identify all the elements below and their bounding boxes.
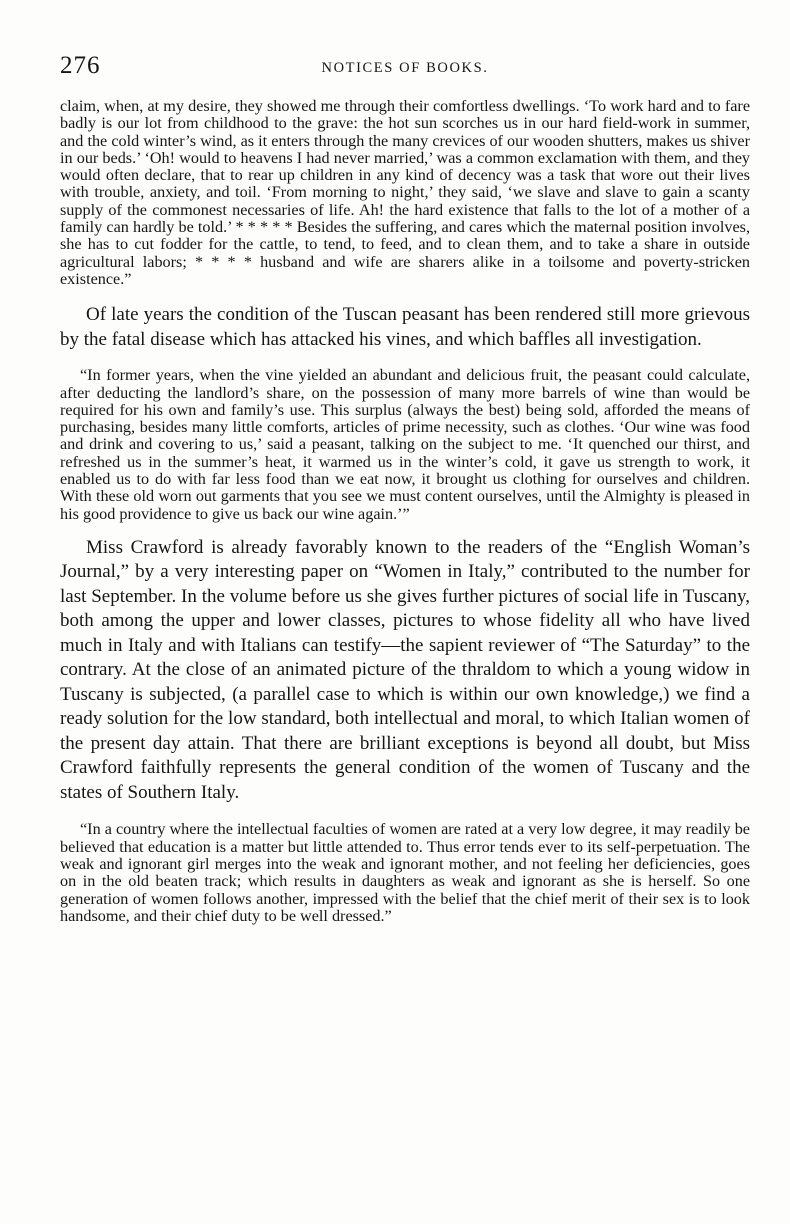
paragraph-vine-disease: Of late years the condition of the Tuscan peasant has been rendered still more grievous by the fatal disease which has attacked his vines, and which baffles all investigation. [60,304,750,350]
running-title: NOTICES OF BOOKS. [321,60,489,76]
quote-women-education: “In a country where the intellectual faculties of women are rated at a very low degree, it may readily be believed that education is a matter but little attended to. Thus error tends ever to its self-perpetuation. The weak and ignorant girl merges into the weak and ignorant mother, and not feeling her deficiencies, goes on in the old beaten track; which results in daughters as weak and ignorant as she is herself. So one generation of women follows another, impressed with the belief that the chief merit of their sex is to look handsome, and their chief duty to be well dressed.” [60,820,750,925]
quote-peasant-dwellings: claim, when, at my desire, they showed me through their comfortless dwellings. ‘To work hard and to fare badly is our lot from childhood to the grave: the hot sun scorches us in our hard field-work in summer, and the cold winter’s wind, as it enters through the many crevices of our wooden shutters, makes us shiver in our beds.’ ‘Oh! would to heavens I had never married,’ was a common exclamation with them, and they would often declare, that to rear up children in any kind of decency was a task that wore out their lives with trouble, anxiety, and toil. ‘From morning to night,’ they said, ‘we slave and slave to gain a scanty supply of the commonest necessaries of life. Ah! the hard existence that falls to the lot of a mother of a family can hardly be told.’ * * * * * Besides the suffering, and cares which the maternal position involves, she has to cut fodder for the cattle, to tend, to feed, and to clean them, and to take a share in outside agricultural labors; * * * * husband and wife are sharers alike in a toilsome and poverty-stricken existence.” [60,97,750,288]
page-number: 276 [60,52,101,79]
book-page [60,52,750,925]
paragraph-miss-crawford: Miss Crawford is already favorably known to the readers of the “English Woman’s Journal,” by a very interesting paper on “Women in Italy,” contributed to the number for last September. In the volume before us she gives further pictures of social life in Tuscany, both among the upper and lower classes, pictures to whose fidelity all who have lived much in Italy and with Italians can testify—the sapient reviewer of “The Saturday” to the contrary. At the close of an animated picture of the thraldom to which a young widow in Tuscany is subjected, (a parallel case to which is within our own knowledge,) we find a ready solution for the low standard, both intellectual and moral, to which Italian women of the present day attain. That there are brilliant exceptions is beyond all doubt, but Miss Crawford faithfully represents the general condition of the women of Tuscany and the states of Southern Italy. [60,536,750,803]
quote-former-years: “In former years, when the vine yielded an abundant and delicious fruit, the peasant could calculate, after deducting the landlord’s share, on the possession of many more barrels of wine than would be required for his own and family’s use. This surplus (always the best) being sold, afforded the means of purchasing, besides many little comforts, articles of prime necessity, such as clothes. ‘Our wine was food and drink and covering to us,’ said a peasant, talking on the subject to me. ‘It quenched our thirst, and refreshed us in the summer’s heat, it warmed us in the winter’s cold, it gave us strength to work, it enabled us to do with far less food than we eat now, it brought us clothing for ourselves and children. With these old worn out garments that you see we must content ourselves, until the Almighty is pleased in his good providence to give us back our wine again.’” [60,366,750,523]
running-head [60,52,750,86]
